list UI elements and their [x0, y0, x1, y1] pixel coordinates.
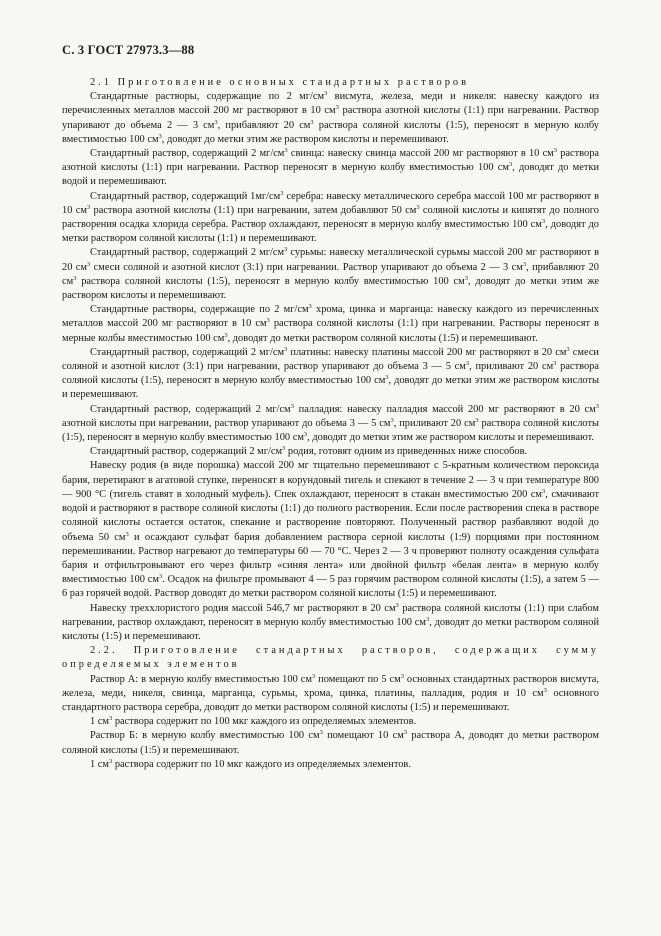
paragraph: Стандартный раствор, содержащий 2 $мг/см^3$ сурьмы: навеску металлической сурьмы массой 200 мг растворяют в 20 $см^3$ смеси соляной и азотной кислот (3:1) при нагревании. Раствор упаривают до объема 2 — 3 $см^3$, прибавляют 20 $см^3$ раствора соляной кислоты (1:5), переносят в мерную колбу вместимостью 100 $см^3$, доводят до метки этим же раствором кислоты и перемешивают.	[62, 246, 599, 302]
paragraph: Стандартный раствор, содержащий $1мг/см^3$ серебра: навеску металлического серебра массой 100 мг растворяют в 10 $см^3$ раствора азотной кислоты (1:1) при нагревании, затем добавляют 50 $см^3$ соляной кислоты и кипятят до полного растворения осадка хлорида серебра. Раствор охлаждают, переносят в мерную колбу вместимостью 100 $см^3$, доводят до метки раствором соляной кислоты (1:1) и перемешивают.	[62, 189, 599, 245]
paragraph: Стандартные растворы, содержащие по 2 $мг/см^3$ хрома, цинка и марганца: навеску каждого из перечисленных металлов массой 200 мг растворяют в 10 $см^3$ раствора соляной кислоты (1:1) при нагревании. Растворы переносят в мерные колбы вместимостью 100 $см^3$, доводят до метки раствором соляной кислоты (1:5) и перемешивают.	[62, 303, 599, 344]
paragraph: 1 $см^3$ раствора содержит по 100 мкг каждого из определяемых элементов.	[90, 715, 417, 728]
section-heading: 2.1 Приготовление основных стандартных растворов	[90, 77, 470, 88]
paragraph: 1 $см^3$ раствора содержит по 10 мкг каждого из определяемых элементов.	[90, 757, 411, 770]
paragraph: Стандартные растворы, содержащие по 2 $мг/см^3$ висмута, железа, меди и никеля: навеску каждого из перечисленных металлов массой 200 мг растворяют в 10 $см^3$ раствора азотной кислоты (1:1) при нагревании. Раствор упаривают до объема 2 — 3 $см^3$, прибавляют 20 $см^3$ раствора соляной кислоты (1:5), переносят в мерную колбу вместимостью 100 $см^3$, доводят до метки этим же раствором кислоты и перемешивают.	[62, 90, 599, 145]
section-heading: 2.2. Приготовление стандартных растворов, содержащих сумму определяемых элементов	[62, 645, 599, 671]
document-body	[62, 76, 599, 772]
paragraph: Стандартный раствор, содержащий 2 $мг/см^3$ родия, готовят одним из приведенных ниже способов.	[90, 445, 528, 458]
paragraph: Навеску родия (в виде порошка) массой 200 мг тщательно перемешивают с 5-кратным количеством пероксида бария, перетирают в агатовой ступке, переносят в корундовый тигель и спекают в течение 2 — 3 ч при температуре 800 — 900 °С (тигель ставят в холодный муфель). Спек охлаждают, переносят в стакан вместимостью 200 $см^3$, смачивают водой и растворяют в растворе соляной кислоты (1:1) до полного растворения. Если после растворения спека в растворе соляной кислоты остается остаток, спекание и растворение повторяют. Полученный раствор разбавляют водой до объема 50 $см^3$ и осаждают сульфат бария добавлением раствора серной кислоты (1:9) порциями при постоянном перемешивании. Раствор нагревают до температуры 60 — 70 °С. Через 2 — 3 ч проверяют полноту осаждения сульфата бария и отфильтровывают его через фильтр «синяя лента» или двойной фильтр «белая лента» в мерную колбу вместимостью 100 $см^3$. Осадок на фильтре промывают 4 — 5 раз горячим раствором соляной кислоты (1:5), а затем 5 — 6 раз горячей водой. Раствор доводят до метки раствором соляной кислоты (1:5) и перемешивают.	[62, 460, 600, 600]
paragraph: Раствор А: в мерную колбу вместимостью 100 $см^3$ помещают по 5 $см^3$ основных стандартных растворов висмута, железа, меди, никеля, свинца, марганца, сурьмы, хрома, цинка, платины, палладия, родия и 10 $см^3$ основного стандартного раствора серебра, доводят до метки раствором соляной кислоты (1:5) и перемешивают.	[62, 672, 599, 713]
paragraph: Стандартный раствор, содержащий 2 $мг/см^3$ свинца: навеску свинца массой 200 мг растворяют в 10 $см^3$ раствора азотной кислоты (1:1) при нагревании. Раствор переносят в мерную колбу вместимостью 100 $см^3$, доводят до метки водой и перемешивают.	[62, 147, 600, 188]
page-header: С. 3 ГОСТ 27973.3—88	[62, 43, 195, 57]
paragraph: Раствор Б: в мерную колбу вместимостью 100 $см^3$ помещают 10 $см^3$ раствора А, доводят до метки раствором соляной кислоты (1:5) и перемешивают.	[62, 729, 599, 756]
paragraph: Стандартный раствор, содержащий 2 $мг/см^3$ палладия: навеску палладия массой 200 мг растворяют в 20 $см^3$ азотной кислоты при нагревании, раствор упаривают до объема 3 — 5 $см^3$, приливают 20 $см^3$ раствора соляной кислоты (1:5), переносят в мерную колбу вместимостью 100 $см^3$, доводят до метки этим же раствором кислоты и перемешивают.	[62, 402, 600, 444]
paragraph: Стандартный раствор, содержащий 2 $мг/см^3$ платины: навеску платины массой 200 мг растворяют в 20 $см^3$ смеси соляной и азотной кислот (3:1) при нагревании, раствор упаривают до объема 3 — 5 $см^3$, приливают 20 $см^3$ раствора соляной кислоты (1:5), переносят в мерную колбу вместимостью 100 $см^3$, доводят до метки этим же раствором кислоты и перемешивают.	[62, 345, 599, 401]
paragraph: Навеску треххлористого родия массой 546,7 мг растворяют в 20 $см^3$ раствора соляной кислоты (1:1) при слабом нагревании, раствор охлаждают, переносят в мерную колбу вместимостью 100 $см^3$, доводят до метки раствором соляной кислоты (1:5) и перемешивают.	[62, 601, 600, 642]
